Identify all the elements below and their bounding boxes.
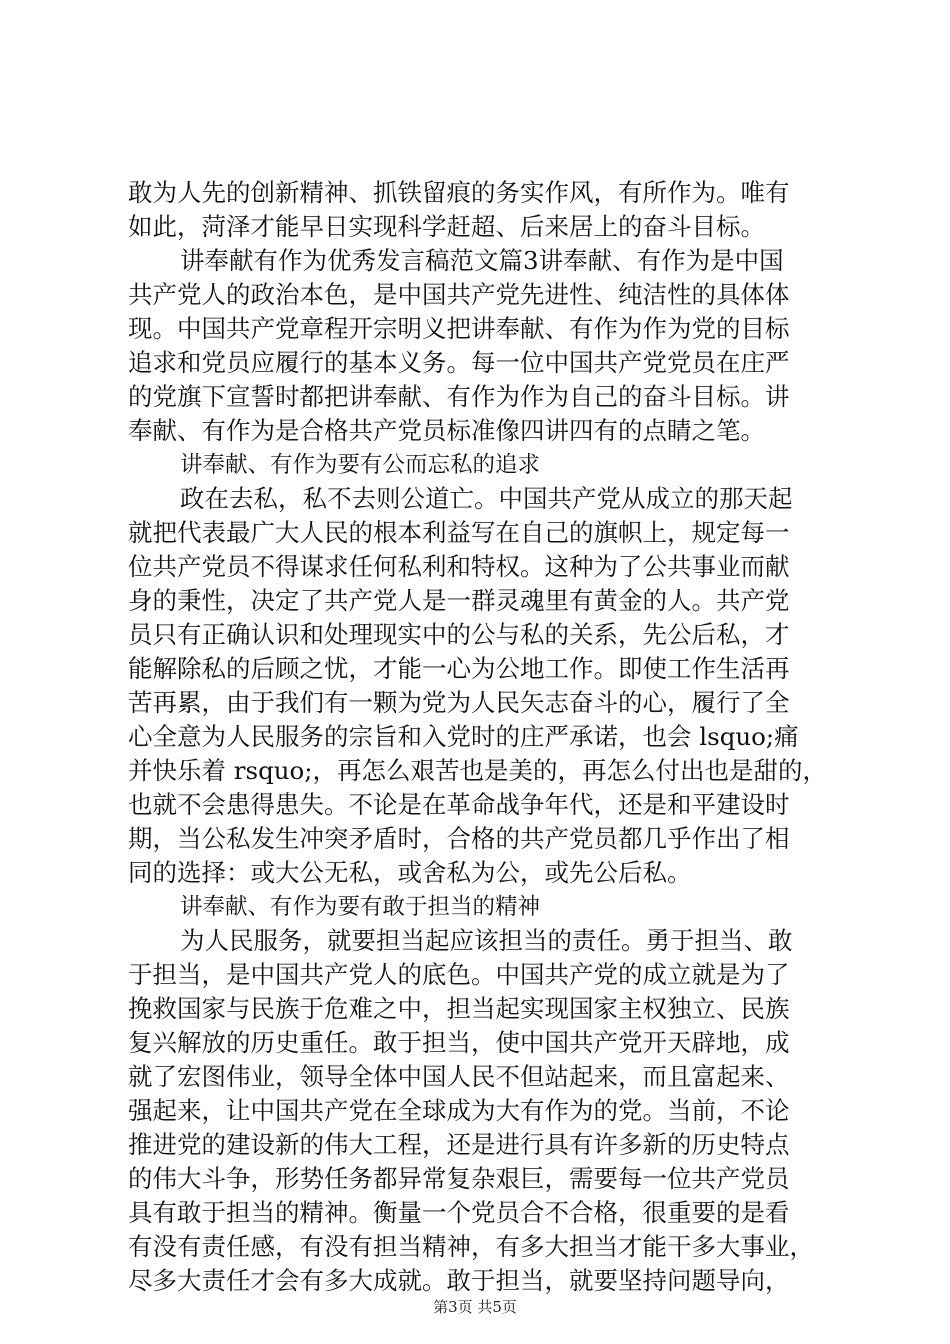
body-text	[128, 176, 832, 1298]
section-heading: 讲奉献、有作为要有敢于担当的精神	[180, 894, 541, 920]
text-line: 身的秉性，决定了共产党人是一群灵魂里有黄金的人。共产党	[128, 586, 790, 615]
text-line: 共产党人的政治本色，是中国共产党先进性、纯洁性的具体体	[128, 280, 790, 309]
text-line: 尽多大责任才会有多大成就。敢于担当，就要坚持问题导向，	[128, 1266, 790, 1295]
text-line: 具有敢于担当的精神。衡量一个党员合不合格，很重要的是看	[128, 1198, 790, 1227]
text-line: 并快乐着 rsquo;，再怎么艰苦也是美的，再怎么付出也是甜的，	[128, 756, 828, 785]
text-line: 的伟大斗争，形势任务都异常复杂艰巨，需要每一位共产党员	[128, 1164, 790, 1193]
text-line: 现。中国共产党章程开宗明义把讲奉献、有作为作为党的目标	[128, 314, 790, 343]
text-line: 复兴解放的历史重任。敢于担当，使中国共产党开天辟地，成	[128, 1028, 790, 1057]
text-line: 期，当公私发生冲突矛盾时，合格的共产党员都几乎作出了相	[128, 824, 790, 853]
text-line: 员只有正确认识和处理现实中的公与私的关系，先公后私，才	[128, 620, 790, 649]
text-line: 强起来，让中国共产党在全球成为大有作为的党。当前，不论	[128, 1096, 790, 1125]
text-line: 就把代表最广大人民的根本利益写在自己的旗帜上，规定每一	[128, 518, 790, 547]
paragraph-start: 为人民服务，就要担当起应该担当的责任。勇于担当、敢	[180, 926, 793, 955]
text-line: 于担当，是中国共产党人的底色。中国共产党的成立就是为了	[128, 960, 790, 989]
paragraph-start: 政在去私，私不去则公道亡。中国共产党从成立的那天起	[180, 484, 793, 513]
text-line: 同的选择：或大公无私，或舍私为公，或先公后私。	[128, 858, 692, 887]
section-heading: 讲奉献、有作为要有公而忘私的追求	[180, 452, 541, 478]
text-line: 也就不会患得患失。不论是在革命战争年代，还是和平建设时	[128, 790, 790, 819]
text-line: 有没有责任感，有没有担当精神，有多大担当才能干多大事业，	[128, 1232, 814, 1261]
text-line: 位共产党员不得谋求任何私利和特权。这种为了公共事业而献	[128, 552, 790, 581]
text-line: 挽救国家与民族于危难之中，担当起实现国家主权独立、民族	[128, 994, 790, 1023]
text-line: 能解除私的后顾之忧，才能一心为公地工作。即使工作生活再	[128, 654, 790, 683]
text-line: 敢为人先的创新精神、抓铁留痕的务实作风，有所作为。唯有	[128, 178, 790, 207]
text-line: 如此，菏泽才能早日实现科学赶超、后来居上的奋斗目标。	[128, 212, 765, 241]
text-line: 苦再累，由于我们有一颗为党为人民矢志奋斗的心，履行了全	[128, 688, 790, 717]
paragraph-start: 讲奉献有作为优秀发言稿范文篇3讲奉献、有作为是中国	[180, 246, 784, 275]
text-line: 推进党的建设新的伟大工程，还是进行具有许多新的历史特点	[128, 1130, 790, 1159]
text-line: 奉献、有作为是合格共产党员标准像四讲四有的点睛之笔。	[128, 416, 765, 445]
text-line: 追求和党员应履行的基本义务。每一位中国共产党党员在庄严	[128, 348, 790, 377]
text-line: 就了宏图伟业，领导全体中国人民不但站起来，而且富起来、	[128, 1062, 790, 1091]
text-line: 心全意为人民服务的宗旨和入党时的庄严承诺，也会 lsquo;痛	[128, 722, 799, 751]
text-line: 的党旗下宣誓时都把讲奉献、有作为作为自己的奋斗目标。讲	[128, 382, 790, 411]
page-footer: 第3页 共5页	[433, 1298, 517, 1316]
